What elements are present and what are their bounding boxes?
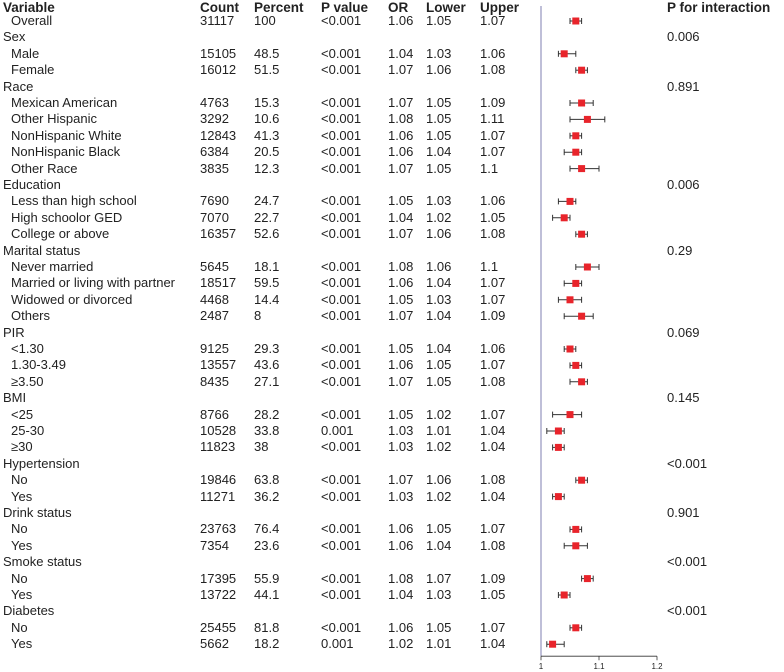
- group-label: Marital status: [3, 242, 81, 258]
- or-point: [567, 198, 574, 205]
- row-label: No: [11, 472, 28, 488]
- count-value: 11823: [200, 439, 236, 455]
- lower-value: 1.03: [426, 193, 452, 209]
- p-value: <0.001: [321, 13, 362, 28]
- percent-value: 41.3: [254, 127, 280, 143]
- header-percent: Percent: [254, 0, 304, 15]
- row-label: Widowed or divorced: [11, 291, 133, 307]
- or-point: [555, 493, 562, 500]
- p-value: <0.001: [321, 373, 362, 389]
- or-point: [584, 575, 591, 582]
- p-value: <0.001: [321, 488, 362, 504]
- percent-value: 18.2: [254, 636, 280, 652]
- percent-value: 15.3: [254, 95, 280, 110]
- or-value: 1.04: [388, 587, 414, 602]
- count-value: 19846: [200, 472, 237, 488]
- x-tick-label: 1: [538, 662, 544, 672]
- count-value: 5662: [200, 636, 229, 652]
- p-value: 0.001: [321, 423, 354, 438]
- or-point: [572, 362, 579, 369]
- p-interaction-value: 0.069: [667, 324, 700, 340]
- lower-value: 1.04: [426, 341, 452, 356]
- percent-value: 38: [254, 439, 269, 455]
- row-label: Male: [11, 45, 40, 61]
- or-value: 1.07: [388, 373, 414, 389]
- row-label: No: [11, 521, 28, 537]
- upper-value: 1.04: [480, 636, 506, 652]
- or-value: 1.06: [388, 127, 414, 143]
- lower-value: 1.06: [426, 62, 452, 78]
- row-label: Others: [11, 308, 51, 324]
- count-value: 8766: [200, 406, 229, 422]
- p-value: 0.001: [321, 636, 354, 652]
- percent-value: 100: [254, 13, 276, 28]
- p-value: <0.001: [321, 472, 362, 488]
- row-label: No: [11, 570, 28, 586]
- p-interaction-value: 0.891: [667, 78, 700, 94]
- upper-value: 1.07: [480, 13, 506, 28]
- upper-value: 1.05: [480, 587, 506, 602]
- or-point: [572, 132, 579, 139]
- or-point: [584, 264, 591, 271]
- x-tick-label: 1.1: [593, 662, 605, 672]
- group-label: Sex: [3, 29, 26, 45]
- header-upper: Upper: [480, 0, 520, 15]
- p-value: <0.001: [321, 62, 362, 78]
- count-value: 12843: [200, 127, 237, 143]
- count-value: 5645: [200, 259, 229, 274]
- count-value: 15105: [200, 45, 237, 61]
- or-value: 1.07: [388, 95, 414, 110]
- or-point: [572, 624, 579, 631]
- group-label: Race: [3, 78, 34, 94]
- percent-value: 14.4: [254, 291, 280, 307]
- percent-value: 28.2: [254, 406, 280, 422]
- count-value: 10528: [200, 423, 237, 438]
- count-value: 8435: [200, 373, 229, 389]
- p-value: <0.001: [321, 357, 362, 373]
- upper-value: 1.09: [480, 95, 506, 110]
- lower-value: 1.05: [426, 127, 452, 143]
- upper-value: 1.07: [480, 357, 506, 373]
- or-point: [567, 346, 574, 353]
- or-value: 1.04: [388, 45, 414, 61]
- count-value: 18517: [200, 275, 237, 291]
- percent-value: 27.1: [254, 373, 280, 389]
- or-value: 1.03: [388, 423, 414, 438]
- lower-value: 1.05: [426, 160, 452, 176]
- percent-value: 52.6: [254, 226, 280, 242]
- p-interaction-value: 0.145: [667, 390, 700, 406]
- lower-value: 1.04: [426, 275, 452, 291]
- or-point: [584, 116, 591, 123]
- row-label: Female: [11, 62, 55, 78]
- upper-value: 1.06: [480, 341, 506, 356]
- lower-value: 1.05: [426, 111, 452, 127]
- group-label: Diabetes: [3, 603, 55, 619]
- or-value: 1.07: [388, 226, 414, 242]
- percent-value: 51.5: [254, 62, 280, 78]
- p-value: <0.001: [321, 439, 362, 455]
- count-value: 16012: [200, 62, 237, 78]
- count-value: 4468: [200, 291, 229, 307]
- lower-value: 1.05: [426, 13, 452, 28]
- count-value: 31117: [200, 13, 235, 28]
- count-value: 6384: [200, 144, 229, 160]
- count-value: 9125: [200, 341, 229, 356]
- p-interaction-value: <0.001: [667, 455, 708, 471]
- lower-value: 1.02: [426, 439, 452, 455]
- upper-value: 1.11: [480, 111, 505, 127]
- percent-value: 8: [254, 308, 262, 324]
- row-label: College or above: [11, 226, 110, 242]
- or-value: 1.05: [388, 193, 414, 209]
- lower-value: 1.04: [426, 537, 452, 553]
- count-value: 7690: [200, 193, 229, 209]
- count-value: 7354: [200, 537, 229, 553]
- row-label: No: [11, 619, 28, 635]
- or-value: 1.06: [388, 13, 414, 28]
- p-value: <0.001: [321, 226, 362, 242]
- or-point: [549, 641, 556, 648]
- row-label: Other Hispanic: [11, 111, 97, 127]
- row-label: Never married: [11, 259, 94, 274]
- count-value: 13722: [200, 587, 237, 602]
- or-point: [578, 477, 585, 484]
- or-value: 1.08: [388, 111, 414, 127]
- header-variable: Variable: [3, 0, 55, 15]
- p-value: <0.001: [321, 209, 362, 225]
- header-count: Count: [200, 0, 239, 15]
- or-value: 1.06: [388, 357, 414, 373]
- header-p-interaction: P for interaction: [667, 0, 771, 15]
- or-point: [561, 214, 568, 221]
- p-value: <0.001: [321, 275, 362, 291]
- p-value: <0.001: [321, 570, 362, 586]
- upper-value: 1.07: [480, 406, 506, 422]
- or-value: 1.08: [388, 570, 414, 586]
- upper-value: 1.06: [480, 193, 506, 209]
- lower-value: 1.02: [426, 209, 452, 225]
- lower-value: 1.02: [426, 406, 452, 422]
- count-value: 4763: [200, 95, 229, 110]
- or-value: 1.08: [388, 259, 414, 274]
- p-value: <0.001: [321, 619, 362, 635]
- upper-value: 1.07: [480, 291, 506, 307]
- percent-value: 81.8: [254, 619, 280, 635]
- x-tick-label: 1.2: [651, 662, 663, 672]
- p-value: <0.001: [321, 406, 362, 422]
- count-value: 17395: [200, 570, 237, 586]
- percent-value: 33.8: [254, 423, 280, 438]
- p-value: <0.001: [321, 587, 362, 602]
- row-label: NonHispanic Black: [11, 144, 121, 160]
- p-interaction-value: <0.001: [667, 603, 708, 619]
- percent-value: 20.5: [254, 144, 280, 160]
- or-point: [578, 67, 585, 74]
- or-value: 1.05: [388, 291, 414, 307]
- p-value: <0.001: [321, 193, 362, 209]
- p-value: <0.001: [321, 45, 362, 61]
- p-value: <0.001: [321, 537, 362, 553]
- row-label: Yes: [11, 587, 33, 602]
- group-label: Hypertension: [3, 455, 80, 471]
- upper-value: 1.05: [480, 209, 506, 225]
- lower-value: 1.05: [426, 521, 452, 537]
- percent-value: 63.8: [254, 472, 280, 488]
- percent-value: 44.1: [254, 587, 280, 602]
- upper-value: 1.1: [480, 259, 499, 274]
- row-label: Yes: [11, 636, 33, 652]
- lower-value: 1.06: [426, 226, 452, 242]
- lower-value: 1.03: [426, 291, 452, 307]
- lower-value: 1.04: [426, 308, 452, 324]
- upper-value: 1.06: [480, 45, 506, 61]
- percent-value: 18.1: [254, 259, 280, 274]
- count-value: 13557: [200, 357, 237, 373]
- percent-value: 48.5: [254, 45, 280, 61]
- group-label: BMI: [3, 390, 27, 406]
- count-value: 3292: [200, 111, 229, 127]
- or-point: [561, 592, 568, 599]
- count-value: 16357: [200, 226, 237, 242]
- row-label: Yes: [11, 488, 33, 504]
- group-label: PIR: [3, 324, 25, 340]
- percent-value: 23.6: [254, 537, 280, 553]
- percent-value: 76.4: [254, 521, 280, 537]
- lower-value: 1.06: [426, 259, 452, 274]
- or-point: [572, 149, 579, 156]
- row-label: 25-30: [11, 423, 45, 438]
- or-point: [578, 313, 585, 320]
- percent-value: 12.3: [254, 160, 280, 176]
- lower-value: 1.06: [426, 472, 452, 488]
- p-value: <0.001: [321, 111, 362, 127]
- row-label: ≥3.50: [11, 373, 44, 389]
- upper-value: 1.07: [480, 619, 506, 635]
- row-label: Less than high school: [11, 193, 137, 209]
- lower-value: 1.05: [426, 357, 452, 373]
- row-label: Mexican American: [11, 95, 118, 110]
- percent-value: 22.7: [254, 209, 280, 225]
- or-value: 1.02: [388, 636, 414, 652]
- lower-value: 1.05: [426, 95, 452, 110]
- or-value: 1.06: [388, 275, 414, 291]
- count-value: 7070: [200, 209, 229, 225]
- upper-value: 1.08: [480, 472, 506, 488]
- p-value: <0.001: [321, 308, 362, 324]
- count-value: 2487: [200, 308, 229, 324]
- or-value: 1.06: [388, 144, 414, 160]
- or-point: [578, 231, 585, 238]
- row-label: ≥30: [11, 439, 33, 455]
- row-label: <1.30: [11, 341, 44, 356]
- or-point: [567, 411, 574, 418]
- or-point: [567, 296, 574, 303]
- upper-value: 1.07: [480, 144, 506, 160]
- percent-value: 36.2: [254, 488, 280, 504]
- p-value: <0.001: [321, 291, 362, 307]
- percent-value: 55.9: [254, 570, 280, 586]
- upper-value: 1.09: [480, 308, 506, 324]
- row-label: NonHispanic White: [11, 127, 122, 143]
- percent-value: 59.5: [254, 275, 280, 291]
- upper-value: 1.09: [480, 570, 506, 586]
- p-value: <0.001: [321, 144, 362, 160]
- percent-value: 10.6: [254, 111, 280, 127]
- lower-value: 1.07: [426, 570, 452, 586]
- header-or: OR: [388, 0, 409, 15]
- lower-value: 1.05: [426, 619, 452, 635]
- p-value: <0.001: [321, 95, 362, 110]
- row-label: Married or living with partner: [11, 275, 176, 291]
- or-point: [578, 100, 585, 107]
- p-value: <0.001: [321, 160, 362, 176]
- or-value: 1.07: [388, 472, 414, 488]
- or-point: [555, 444, 562, 451]
- p-value: <0.001: [321, 521, 362, 537]
- lower-value: 1.05: [426, 373, 452, 389]
- or-value: 1.04: [388, 209, 414, 225]
- upper-value: 1.1: [480, 160, 499, 176]
- or-point: [578, 378, 585, 385]
- row-label: High schoolor GED: [11, 209, 123, 225]
- row-label: Yes: [11, 537, 33, 553]
- or-value: 1.07: [388, 160, 414, 176]
- or-value: 1.06: [388, 537, 414, 553]
- or-point: [578, 165, 585, 172]
- count-value: 23763: [200, 521, 237, 537]
- p-value: <0.001: [321, 259, 362, 274]
- group-label: Education: [3, 177, 61, 192]
- upper-value: 1.08: [480, 373, 506, 389]
- lower-value: 1.02: [426, 488, 452, 504]
- percent-value: 29.3: [254, 341, 280, 356]
- lower-value: 1.01: [426, 423, 452, 438]
- or-value: 1.05: [388, 341, 414, 356]
- or-value: 1.03: [388, 439, 414, 455]
- lower-value: 1.03: [426, 45, 452, 61]
- or-point: [572, 542, 579, 549]
- group-label: Drink status: [3, 505, 72, 520]
- count-value: 11271: [200, 488, 236, 504]
- count-value: 3835: [200, 160, 229, 176]
- or-point: [555, 428, 562, 435]
- row-label: 1.30-3.49: [11, 357, 66, 373]
- or-value: 1.07: [388, 62, 414, 78]
- upper-value: 1.07: [480, 275, 506, 291]
- or-value: 1.05: [388, 406, 414, 422]
- header-lower: Lower: [426, 0, 466, 15]
- or-value: 1.06: [388, 521, 414, 537]
- upper-value: 1.07: [480, 127, 506, 143]
- p-interaction-value: 0.29: [667, 242, 693, 258]
- or-value: 1.03: [388, 488, 414, 504]
- lower-value: 1.01: [426, 636, 452, 652]
- row-label: Overall: [11, 13, 53, 28]
- or-value: 1.06: [388, 619, 414, 635]
- p-interaction-value: 0.901: [667, 505, 700, 520]
- header-p-value: P value: [321, 0, 369, 15]
- upper-value: 1.04: [480, 439, 506, 455]
- percent-value: 24.7: [254, 193, 280, 209]
- p-interaction-value: <0.001: [667, 554, 708, 570]
- p-interaction-value: 0.006: [667, 29, 700, 45]
- upper-value: 1.04: [480, 488, 506, 504]
- p-value: <0.001: [321, 127, 362, 143]
- lower-value: 1.04: [426, 144, 452, 160]
- row-label: Other Race: [11, 160, 78, 176]
- or-point: [572, 280, 579, 287]
- row-label: <25: [11, 406, 34, 422]
- p-value: <0.001: [321, 341, 362, 356]
- upper-value: 1.08: [480, 537, 506, 553]
- upper-value: 1.04: [480, 423, 506, 438]
- upper-value: 1.08: [480, 62, 506, 78]
- lower-value: 1.03: [426, 587, 452, 602]
- percent-value: 43.6: [254, 357, 280, 373]
- or-point: [572, 18, 579, 25]
- p-interaction-value: 0.006: [667, 177, 700, 192]
- count-value: 25455: [200, 619, 237, 635]
- upper-value: 1.08: [480, 226, 506, 242]
- or-point: [561, 50, 568, 57]
- group-label: Smoke status: [3, 554, 82, 570]
- or-point: [572, 526, 579, 533]
- upper-value: 1.07: [480, 521, 506, 537]
- or-value: 1.07: [388, 308, 414, 324]
